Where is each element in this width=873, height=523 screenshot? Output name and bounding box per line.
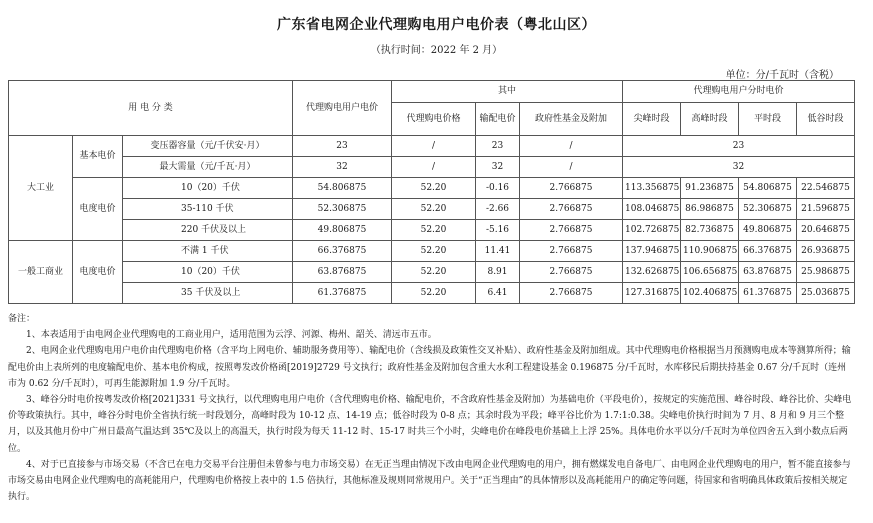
cell-agent: 66.376875: [293, 241, 392, 262]
note-2: 2、电网企业代理购电用户电价由代理购电价格（含平均上网电价、辅助服务费用等）、输配电价（含线损及政策性交叉补贴）、政府性基金及附加组成。其中代理购电价格根据当月预测购电成本等测算所得；输配电价由上表所列的电度输配电价、基本电价构成，按照粤发改价格函[2019]2729 号文执行；政府性基金及附加包含重大水利工程建设基金 0.196875 分/千瓦时，水库移民后期扶持基金 0.67 分/千瓦时（连州市为 0.62 分/千瓦时），可再生能源附加 1.9 分/千瓦时。: [8, 346, 851, 389]
cell-trans: -2.66: [476, 199, 520, 220]
cell-peak: 110.906875: [681, 241, 739, 262]
row-label: 35 千伏及以上: [123, 283, 293, 304]
cell-purchase: /: [392, 157, 476, 178]
cell-purchase: 52.20: [392, 283, 476, 304]
cell-peak: 86.986875: [681, 199, 739, 220]
header-gov-fund: 政府性基金及附加: [520, 103, 623, 136]
cell-sharp: 132.626875: [623, 262, 681, 283]
group-energy-price: 电度电价: [73, 241, 123, 304]
cell-agent: 54.806875: [293, 178, 392, 199]
cell-peak: 82.736875: [681, 220, 739, 241]
cell-valley: 22.546875: [797, 178, 855, 199]
table-row: [9, 220, 855, 241]
cell-agent: 23: [293, 136, 392, 157]
cell-fund: 2.766875: [520, 178, 623, 199]
cell-flat: 52.306875: [739, 199, 797, 220]
header-valley: 低谷时段: [797, 103, 855, 136]
cell-trans: -0.16: [476, 178, 520, 199]
table-row: [9, 283, 855, 304]
cell-fund: /: [520, 157, 623, 178]
row-label: 10（20）千伏: [123, 262, 293, 283]
note-4: 4、对于已直接参与市场交易（不含已在电力交易平台注册但未曾参与电力市场交易）在无正当理由情况下改由电网企业代理购电的用户，拥有燃煤发电自备电厂、由电网企业代理购电的用户，暂不能直接参与市场交易由电网企业代理购电的高耗能用户，代理购电价格按上表中的 1.5 倍执行，其他标准及规则同常规用户。关于“正当理由”的具体情形以及高耗能用户的确定等问题，待国家和省明确具体政策后按相关规定执行。: [8, 459, 851, 503]
cell-agent: 63.876875: [293, 262, 392, 283]
cell-trans: -5.16: [476, 220, 520, 241]
cell-flat: 54.806875: [739, 178, 797, 199]
cell-sharp: 102.726875: [623, 220, 681, 241]
table-row: [9, 241, 855, 262]
header-flat: 平时段: [739, 103, 797, 136]
header-agent-price: 代理购电用户电价: [293, 81, 392, 136]
group-general-industry: 一般工商业: [9, 241, 73, 304]
cell-sharp: 127.316875: [623, 283, 681, 304]
cell-fund: 2.766875: [520, 241, 623, 262]
cell-valley: 21.596875: [797, 199, 855, 220]
cell-purchase: 52.20: [392, 178, 476, 199]
header-among: 其中: [392, 81, 623, 103]
cell-agent: 32: [293, 157, 392, 178]
cell-peak: 91.236875: [681, 178, 739, 199]
cell-flat: 66.376875: [739, 241, 797, 262]
page-title: 广东省电网企业代理购电用户电价表（粤北山区）: [277, 17, 596, 33]
table-row: [9, 136, 855, 157]
cell-purchase: 52.20: [392, 199, 476, 220]
cell-peak: 102.406875: [681, 283, 739, 304]
cell-trans: 6.41: [476, 283, 520, 304]
table-row: [9, 178, 855, 199]
row-label: 35-110 千伏: [123, 199, 293, 220]
row-label: 220 千伏及以上: [123, 220, 293, 241]
group-energy-price: 电度电价: [73, 178, 123, 241]
table-row: [9, 199, 855, 220]
row-label: 10（20）千伏: [123, 178, 293, 199]
cell-trans: 32: [476, 157, 520, 178]
header-peak: 高峰时段: [681, 103, 739, 136]
cell-tou: 23: [623, 136, 855, 157]
row-label: 最大需量（元/千瓦·月）: [123, 157, 293, 178]
cell-peak: 106.656875: [681, 262, 739, 283]
cell-fund: 2.766875: [520, 199, 623, 220]
cell-trans: 8.91: [476, 262, 520, 283]
cell-valley: 25.986875: [797, 262, 855, 283]
cell-purchase: /: [392, 136, 476, 157]
cell-fund: 2.766875: [520, 220, 623, 241]
table-row: [9, 262, 855, 283]
row-label: 不满 1 千伏: [123, 241, 293, 262]
cell-flat: 49.806875: [739, 220, 797, 241]
unit-label: 单位：分/千瓦时（含税）: [725, 70, 839, 81]
cell-purchase: 52.20: [392, 262, 476, 283]
cell-valley: 20.646875: [797, 220, 855, 241]
effective-date: （执行时间：2022 年 2 月）: [370, 45, 503, 56]
cell-flat: 61.376875: [739, 283, 797, 304]
cell-trans: 23: [476, 136, 520, 157]
cell-fund: /: [520, 136, 623, 157]
cell-agent: 52.306875: [293, 199, 392, 220]
group-basic-price: 基本电价: [73, 136, 123, 178]
cell-agent: 49.806875: [293, 220, 392, 241]
header-peak-sharp: 尖峰时段: [623, 103, 681, 136]
cell-sharp: 137.946875: [623, 241, 681, 262]
table-row: [9, 157, 855, 178]
cell-sharp: 113.356875: [623, 178, 681, 199]
note-1: 1、本表适用于由电网企业代理购电的工商业用户，适用范围为云浮、河源、梅州、韶关、清远市五市。: [26, 330, 437, 341]
header-transmission: 输配电价: [476, 103, 520, 136]
notes-section: [8, 311, 854, 505]
note-3: 3、峰谷分时电价按粤发改价格[2021]331 号文执行，以代理购电用户电价（含代理购电价格、输配电价，不含政府性基金及附加）为基础电价（平段电价），按规定的实施范围、峰谷时段、峰谷比价、尖峰电价等政策执行。其中，峰谷分时电价全省执行统一时段划分，高峰时段为 10-12 点、14-19 点；低谷时段为 0-8 点；其余时段为平段；峰平谷比价为 1.7:1:0.38。尖峰电价执行时间为 7 月、8 月和 9 月三个整月，以及其他月份中广州日最高气温达到 35℃及以上的高温天，执行时段为每天 11-12 时、15-17 时共三个小时，尖峰电价在峰段电价基础上上浮 25%。具体电价水平以分/千瓦时为单位四舍五入到小数点后两位。: [8, 395, 852, 454]
cell-fund: 2.766875: [520, 283, 623, 304]
notes-heading: 备注：: [8, 314, 36, 324]
header-category: 用 电 分 类: [9, 81, 293, 136]
group-large-industry: 大工业: [9, 136, 73, 241]
cell-purchase: 52.20: [392, 220, 476, 241]
cell-valley: 25.036875: [797, 283, 855, 304]
cell-purchase: 52.20: [392, 241, 476, 262]
cell-valley: 26.936875: [797, 241, 855, 262]
row-label: 变压器容量（元/千伏安·月）: [123, 136, 293, 157]
price-table: [8, 80, 855, 304]
cell-sharp: 108.046875: [623, 199, 681, 220]
cell-flat: 63.876875: [739, 262, 797, 283]
cell-trans: 11.41: [476, 241, 520, 262]
header-purchase: 代理购电价格: [392, 103, 476, 136]
cell-tou: 32: [623, 157, 855, 178]
cell-agent: 61.376875: [293, 283, 392, 304]
cell-fund: 2.766875: [520, 262, 623, 283]
header-tou: 代理购电用户分时电价: [623, 81, 855, 103]
